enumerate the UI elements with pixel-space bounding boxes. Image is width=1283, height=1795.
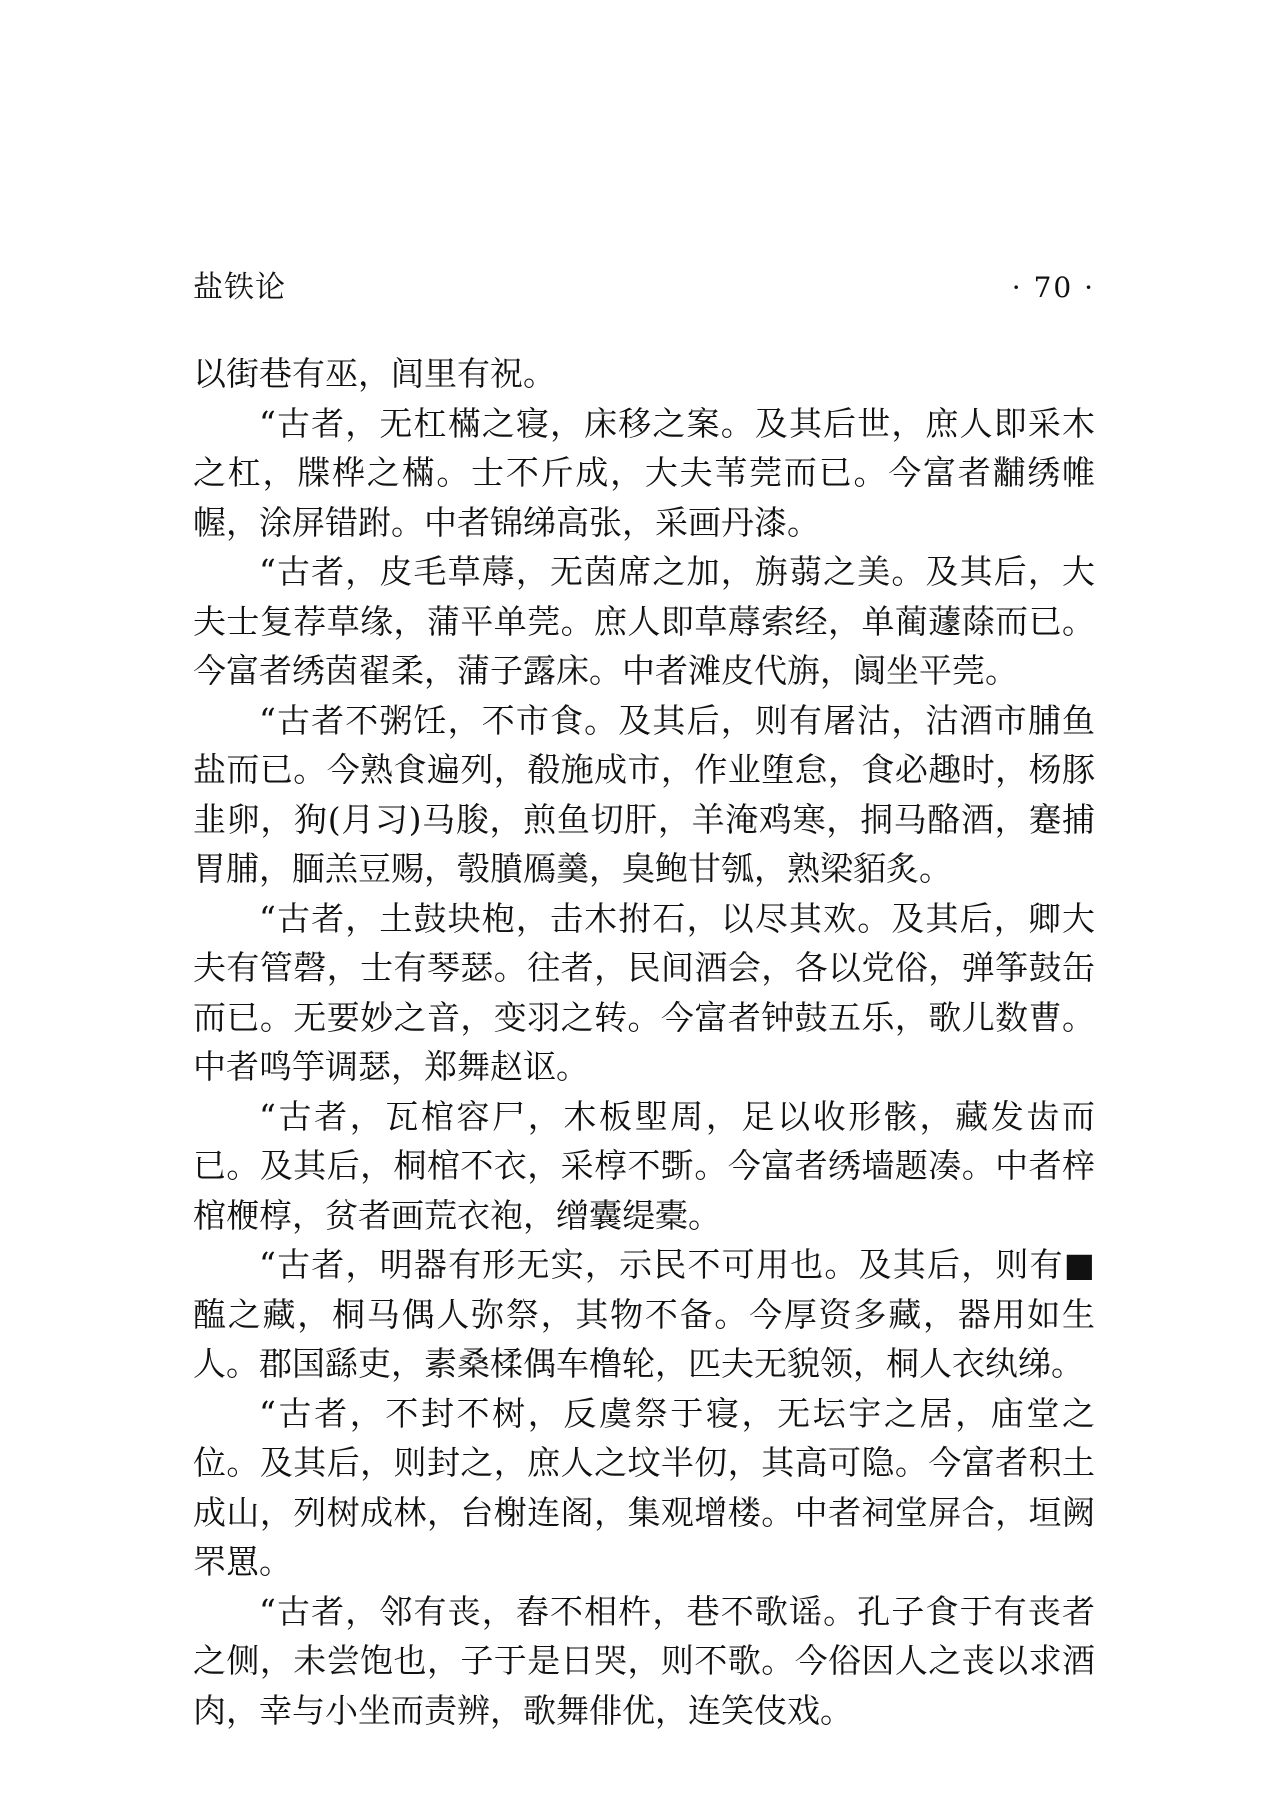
paragraph: “古者，瓦棺容尸，木板堲周，足以收形骸，藏发齿而已。及其后，桐棺不衣，采椁不斲。今富者绣墙题凑。中者梓棺楩椁，贫者画荒衣袍，缯囊缇橐。: [193, 1096, 1095, 1235]
paragraph: “古者，不封不树，反虞祭于寝，无坛宇之居，庙堂之位。及其后，则封之，庶人之坟半仞，其高可隐。今富者积土成山，列树成林，台榭连阁，集观增楼。中者祠堂屏合，垣阙罘罳。: [193, 1393, 1095, 1581]
paragraph: “古者，明器有形无实，示民不可用也。及其后，则有■醢之藏，桐马偶人弥祭，其物不备。今厚资多藏，器用如生人。郡国繇吏，素桑楺偶车橹轮，匹夫无貌领，桐人衣纨绨。: [193, 1245, 1095, 1383]
body-text: [193, 349, 1095, 1735]
page-header: [193, 268, 1095, 308]
book-title: 盐铁论: [193, 270, 286, 305]
paragraph: “古者不粥饪，不市食。及其后，则有屠沽，沽酒市脯鱼盐而已。今熟食遍列，殽施成市，作业堕怠，食必趣时，杨豚韭卵，狗(月习)马朘，煎鱼切肝，羊淹鸡寒，挏马酪酒，蹇捕胃脯，腼羔豆赐，彀膹鴈羹，臭鲍甘瓠，熟梁貊炙。: [193, 700, 1095, 888]
paragraph: “古者，邻有丧，舂不相杵，巷不歌谣。孔子食于有丧者之侧，未尝饱也，子于是日哭，则不歌。今俗因人之丧以求酒肉，幸与小坐而责辨，歌舞俳优，连笑伎戏。: [193, 1591, 1095, 1730]
page-number: · 70 ·: [1011, 271, 1095, 304]
paragraph: “古者，土鼓块枹，击木拊石，以尽其欢。及其后，卿大夫有管磬，士有琴瑟。往者，民间酒会，各以党俗，弹筝鼓缶而已。无要妙之音，变羽之转。今富者钟鼓五乐，歌儿数曹。中者鸣竽调瑟，郑舞赵讴。: [193, 898, 1095, 1086]
paragraph: “古者，无杠樠之寝，床移之案。及其后世，庶人即采木之杠，牒桦之樠。士不斤成，大夫苇莞而已。今富者黼绣帷幄，涂屏错跗。中者锦绨高张，采画丹漆。: [193, 403, 1095, 542]
paragraph: 以街巷有巫，闾里有祝。: [193, 354, 556, 393]
paragraph: “古者，皮毛草蓐，无茵席之加，旃蒻之美。及其后，大夫士复荐草缘，蒲平单莞。庶人即草蓐索经，单蔺蘧蒢而已。今富者绣茵翟柔，蒲子露床。中者滩皮代旃，阘坐平莞。: [193, 552, 1095, 690]
